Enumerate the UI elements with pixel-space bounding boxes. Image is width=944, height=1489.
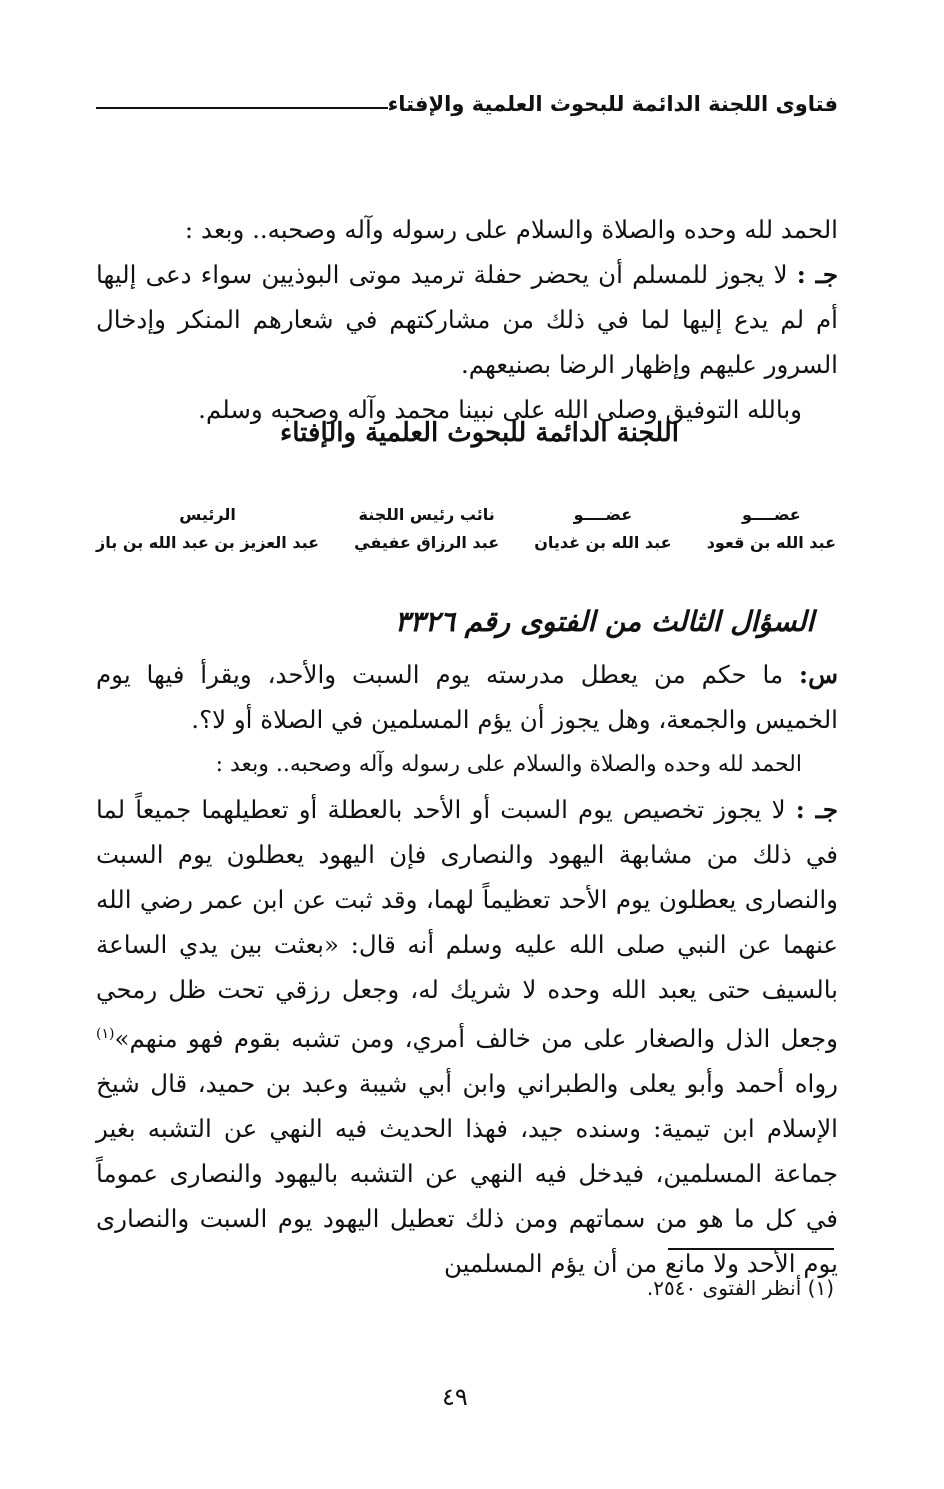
signature-member-2	[534, 502, 671, 566]
signature-vice-chair	[354, 502, 499, 566]
running-title: فتاوى اللجنة الدائمة للبحوث العلمية والإفتاء	[387, 92, 838, 116]
fatwa-question-block-2	[96, 652, 838, 1286]
page-number: ٤٩	[442, 1383, 468, 1411]
answer-paragraph	[96, 252, 838, 387]
question-heading: السؤال الثالث من الفتوى رقم ٣٣٢٦	[394, 605, 814, 638]
question-text: ما حكم من يعطل مدرسته يوم السبت والأحد، ويقرأ فيها يوم الخميس والجمعة، وهل يجوز أن يؤم المسلمين في الصلاة أو لا؟.	[96, 660, 838, 734]
footnote-reference: (١)	[96, 1026, 115, 1042]
signature-member-1	[707, 502, 836, 566]
signature-name: عبد الله بن غديان	[534, 533, 672, 552]
answer-text-part-2: رواه أحمد وأبو يعلى والطبراني وابن أبي شيبة وعبد بن حميد، قال شيخ الإسلام ابن تيمية: وسنده جيد، فهذا الحديث فيه النهي عن التشبه بغير جماعة المسلمين، فيدخل فيه النهي عن التشبه باليهود والنصارى عموماً في كل ما هو من سماتهم ومن ذلك تعطيل اليهود يوم السبت والنصارى يوم الأحد ولا مانع من أن يؤم المسلمين	[96, 1069, 838, 1279]
signature-role: عضــــو	[573, 505, 633, 524]
opening-praise: الحمد لله وحده والصلاة والسلام على رسوله وآله وصحبه.. وبعد :	[215, 752, 802, 777]
signature-name: عبد الله بن قعود	[706, 533, 836, 552]
signature-role: الرئيس	[179, 505, 236, 524]
signature-name: عبد العزيز بن عبد الله بن باز	[96, 533, 320, 552]
question-label: س:	[799, 660, 838, 689]
answer-label: جـ :	[795, 795, 838, 824]
footnote: (١) أنظر الفتوى ٢٥٤٠.	[646, 1276, 834, 1300]
signature-name: عبد الرزاق عفيفي	[354, 533, 500, 552]
opening-praise: الحمد لله وحده والصلاة والسلام على رسوله وآله وصحبه.. وبعد :	[184, 215, 838, 244]
running-header	[96, 86, 838, 122]
question-paragraph	[96, 652, 838, 742]
committee-name: اللجنة الدائمة للبحوث العلمية والإفتاء	[280, 418, 679, 448]
closing-line: وبالله التوفيق وصلى الله على نبينا محمد وآله وصحبه وسلم.	[198, 395, 802, 424]
answer-paragraph	[96, 787, 838, 1286]
answer-label: جـ :	[796, 260, 839, 289]
header-rule	[96, 107, 388, 109]
signature-chair	[96, 502, 319, 566]
footnote-separator	[668, 1248, 834, 1250]
answer-text: لا يجوز للمسلم أن يحضر حفلة ترميد موتى البوذيين سواء دعى إليها أم لم يدع إليها لما في ذلك من مشاركتهم في شعارهم المنكر وإدخال السرور عليهم وإظهار الرضا بصنيعهم.	[96, 260, 838, 379]
signature-role: نائب رئيس اللجنة	[358, 505, 495, 524]
signature-row	[96, 502, 836, 566]
signature-role: عضــــو	[742, 505, 801, 524]
fatwa-answer-block-1	[96, 207, 838, 432]
answer-text-part-1: لا يجوز تخصيص يوم السبت أو الأحد بالعطلة أو تعطيلهما جميعاً لما في ذلك من مشابهة اليهود والنصارى فإن اليهود يعطلون يوم السبت والنصارى يعطلون يوم الأحد تعظيماً لهما، وقد ثبت عن ابن عمر رضي الله عنهما عن النبي صلى الله عليه وسلم أنه قال: «بعثت بين يدي الساعة بالسيف حتى يعبد الله وحده لا شريك له، وجعل رزقي تحت ظل رمحي وجعل الذل والصغار على من خالف أمري، ومن تشبه بقوم فهو منهم»	[96, 795, 838, 1054]
